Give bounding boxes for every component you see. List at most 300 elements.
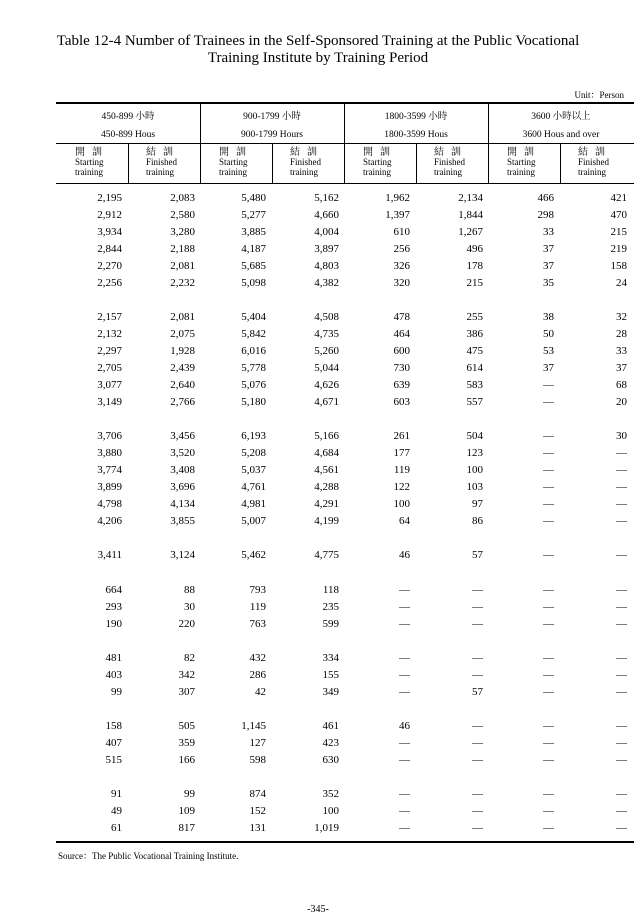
table-cell: 88 — [184, 584, 195, 596]
subheader-zh: 結訓 — [578, 147, 612, 158]
table-cell: — — [399, 584, 410, 596]
table-cell: 3,520 — [170, 447, 195, 459]
table-cell: 5,098 — [241, 277, 266, 289]
table-cell: 610 — [393, 226, 410, 238]
table-cell: 35 — [543, 277, 554, 289]
group-label-zh: 3600 小時以上 — [531, 112, 591, 122]
table-cell: 407 — [105, 737, 122, 749]
subheader-en-2: training — [507, 166, 535, 177]
table-cell: — — [616, 805, 627, 817]
table-cell: — — [399, 754, 410, 766]
title-line-1: Table 12-4 Number of Trainees in the Self-Sponsored Training at the Public Vocational — [56, 33, 580, 49]
table-cell: 2,081 — [170, 311, 195, 323]
table-cell: — — [399, 601, 410, 613]
table-cell: 3,885 — [241, 226, 266, 238]
table-cell: 4,981 — [241, 498, 266, 510]
table-cell: — — [616, 447, 627, 459]
subheader-zh: 開訓 — [219, 147, 253, 158]
table-cell: 2,640 — [170, 379, 195, 391]
table-cell: 293 — [105, 601, 122, 613]
table-cell: — — [472, 652, 483, 664]
table-cell: 155 — [322, 669, 339, 681]
table-cell: 4,134 — [170, 498, 195, 510]
table-cell: 97 — [472, 498, 483, 510]
table-cell: 423 — [322, 737, 339, 749]
table-cell: 3,408 — [170, 464, 195, 476]
subheader-finished — [434, 147, 468, 177]
table-cell: 82 — [184, 652, 195, 664]
table-cell: 4,206 — [97, 515, 122, 527]
table-cell: 38 — [543, 311, 554, 323]
table-cell: 100 — [466, 464, 483, 476]
table-cell: 2,157 — [97, 311, 122, 323]
table-cell: — — [543, 515, 554, 527]
table-cell: 475 — [466, 345, 483, 357]
subheader-en-2: training — [434, 166, 462, 177]
subheader-zh: 開訓 — [75, 147, 109, 158]
table-cell: 215 — [610, 226, 627, 238]
table-cell: 91 — [111, 788, 122, 800]
table-cell: 131 — [249, 822, 266, 834]
table-cell: — — [543, 549, 554, 561]
title-line-2: Training Institute by Training Period — [207, 50, 429, 66]
table-cell: 461 — [322, 720, 339, 732]
table-cell: 4,199 — [314, 515, 339, 527]
table-cell: 496 — [466, 243, 483, 255]
table-cell: 3,280 — [170, 226, 195, 238]
table-cell: 57 — [472, 549, 483, 561]
table-cell: 5,044 — [314, 362, 339, 374]
table-cell: 215 — [466, 277, 483, 289]
table-cell: 64 — [399, 515, 410, 527]
group-label-en: 1800-3599 Hous — [384, 130, 448, 140]
top-rule — [56, 102, 634, 104]
subheader-starting — [75, 147, 109, 177]
table-cell: 342 — [178, 669, 195, 681]
table-cell: 5,778 — [241, 362, 266, 374]
table-cell: — — [616, 686, 627, 698]
group-label-en: 3600 Hous and over — [522, 130, 600, 140]
subheader-en-2: training — [578, 166, 606, 177]
table-cell: 515 — [105, 754, 122, 766]
table-cell: — — [472, 669, 483, 681]
table-cell: 37 — [543, 362, 554, 374]
bottom-rule — [56, 841, 634, 843]
table-cell: 298 — [537, 209, 554, 221]
table-cell: 5,166 — [314, 430, 339, 442]
table-cell: 505 — [178, 720, 195, 732]
table-cell: 178 — [466, 260, 483, 272]
subheader-zh: 結訓 — [434, 147, 468, 158]
table-cell: 57 — [472, 686, 483, 698]
table-cell: — — [399, 788, 410, 800]
table-cell: — — [399, 652, 410, 664]
table-cell: — — [543, 822, 554, 834]
table-cell: 4,803 — [314, 260, 339, 272]
table-cell: — — [472, 805, 483, 817]
table-cell: 50 — [543, 328, 554, 340]
table-cell: 307 — [178, 686, 195, 698]
group-label-en: 450-899 Hous — [100, 130, 156, 140]
subheader-starting — [219, 147, 253, 177]
table-cell: 599 — [322, 618, 339, 630]
table-cell: 123 — [466, 447, 483, 459]
table-cell: 46 — [399, 549, 410, 561]
table-cell: 5,076 — [241, 379, 266, 391]
table-cell: — — [616, 754, 627, 766]
table-cell: 3,934 — [97, 226, 122, 238]
subheader-en-1: Starting — [363, 157, 392, 167]
subheader-en-1: Finished — [434, 157, 466, 167]
group-label-zh: 450-899 小時 — [101, 112, 155, 122]
unit-label: Unit：Person — [574, 90, 624, 100]
table-cell: 99 — [184, 788, 195, 800]
table-cell: — — [616, 788, 627, 800]
table-cell: — — [543, 396, 554, 408]
table-cell: 103 — [466, 481, 483, 493]
table-cell: 3,124 — [170, 549, 195, 561]
table-cell: 86 — [472, 515, 483, 527]
table-cell: 614 — [466, 362, 483, 374]
table-cell: 4,735 — [314, 328, 339, 340]
table-cell: 557 — [466, 396, 483, 408]
table-cell: 5,208 — [241, 447, 266, 459]
table-cell: — — [543, 601, 554, 613]
table-cell: — — [472, 601, 483, 613]
table-cell: 793 — [249, 584, 266, 596]
table-cell: 2,844 — [97, 243, 122, 255]
table-cell: — — [543, 618, 554, 630]
table-cell: — — [543, 754, 554, 766]
table-cell: 5,180 — [241, 396, 266, 408]
table-cell: — — [616, 669, 627, 681]
table-cell: 817 — [178, 822, 195, 834]
table-cell: — — [616, 822, 627, 834]
table-cell: 3,077 — [97, 379, 122, 391]
subheader-en-1: Finished — [290, 157, 322, 167]
table-cell: 24 — [616, 277, 627, 289]
table-cell: 3,706 — [97, 430, 122, 442]
table-cell: 1,397 — [385, 209, 410, 221]
table-cell: — — [616, 584, 627, 596]
table-cell: 4,291 — [314, 498, 339, 510]
table-cell: — — [616, 515, 627, 527]
table-cell: 2,188 — [170, 243, 195, 255]
table-cell: — — [616, 618, 627, 630]
table-cell: 4,671 — [314, 396, 339, 408]
table-cell: 109 — [178, 805, 195, 817]
table-cell: 3,149 — [97, 396, 122, 408]
table-cell: — — [543, 788, 554, 800]
table-cell: 583 — [466, 379, 483, 391]
table-cell: 119 — [249, 601, 266, 613]
table-cell: — — [616, 498, 627, 510]
table-cell: 3,855 — [170, 515, 195, 527]
table-cell: — — [543, 652, 554, 664]
table-cell: 598 — [249, 754, 266, 766]
table-cell: — — [543, 481, 554, 493]
table-cell: 2,195 — [97, 192, 122, 204]
table-cell: 2,256 — [97, 277, 122, 289]
table-cell: 100 — [393, 498, 410, 510]
table-cell: 6,193 — [241, 430, 266, 442]
table-cell: 33 — [616, 345, 627, 357]
table-cell: — — [472, 720, 483, 732]
table-cell: 37 — [543, 243, 554, 255]
table-cell: 349 — [322, 686, 339, 698]
table-cell: 2,232 — [170, 277, 195, 289]
table-cell: 359 — [178, 737, 195, 749]
table-cell: 100 — [322, 805, 339, 817]
subheader-starting — [507, 147, 541, 177]
table-cell: 286 — [249, 669, 266, 681]
sub-divider — [128, 144, 129, 184]
table-cell: — — [399, 686, 410, 698]
table-cell: — — [399, 618, 410, 630]
table-cell: 2,580 — [170, 209, 195, 221]
table-cell: — — [616, 464, 627, 476]
table-cell: 37 — [616, 362, 627, 374]
table-cell: — — [543, 805, 554, 817]
table-cell: 61 — [111, 822, 122, 834]
table-cell: 42 — [255, 686, 266, 698]
table-cell: 2,270 — [97, 260, 122, 272]
table-cell: 4,382 — [314, 277, 339, 289]
subheader-finished — [578, 147, 612, 177]
table-cell: 6,016 — [241, 345, 266, 357]
table-cell: 4,561 — [314, 464, 339, 476]
table-cell: 403 — [105, 669, 122, 681]
table-cell: 152 — [249, 805, 266, 817]
table-cell: 3,774 — [97, 464, 122, 476]
table-cell: 49 — [111, 805, 122, 817]
table-cell: 4,684 — [314, 447, 339, 459]
table-cell: 5,685 — [241, 260, 266, 272]
table-cell: — — [472, 584, 483, 596]
table-cell: — — [543, 498, 554, 510]
table-cell: — — [543, 686, 554, 698]
subheader-finished — [290, 147, 324, 177]
table-cell: 326 — [393, 260, 410, 272]
subheader-zh: 開訓 — [507, 147, 541, 158]
table-cell: 464 — [393, 328, 410, 340]
table-cell: — — [472, 754, 483, 766]
table-cell: 4,187 — [241, 243, 266, 255]
group-header-450-899 — [56, 111, 200, 141]
subheader-en-1: Starting — [75, 157, 104, 167]
table-cell: — — [472, 618, 483, 630]
subheader-en-2: training — [146, 166, 174, 177]
table-cell: 874 — [249, 788, 266, 800]
table-cell: 166 — [178, 754, 195, 766]
subheader-en-1: Finished — [146, 157, 178, 167]
group-label-zh: 900-1799 小時 — [243, 112, 301, 122]
table-cell: 53 — [543, 345, 554, 357]
table-cell: 2,083 — [170, 192, 195, 204]
table-cell: 664 — [105, 584, 122, 596]
table-cell: — — [472, 822, 483, 834]
table-cell: 730 — [393, 362, 410, 374]
table-cell: 4,288 — [314, 481, 339, 493]
subheader-starting — [363, 147, 397, 177]
table-cell: 127 — [249, 737, 266, 749]
table-cell: 4,508 — [314, 311, 339, 323]
subheader-en-2: training — [363, 166, 391, 177]
subheader-finished — [146, 147, 180, 177]
table-cell: 5,037 — [241, 464, 266, 476]
table-cell: — — [543, 430, 554, 442]
table-cell: 32 — [616, 311, 627, 323]
table-cell: 5,277 — [241, 209, 266, 221]
table-cell: — — [616, 652, 627, 664]
table-cell: 4,626 — [314, 379, 339, 391]
table-cell: 630 — [322, 754, 339, 766]
table-cell: 3,880 — [97, 447, 122, 459]
sub-divider — [560, 144, 561, 184]
table-cell: 603 — [393, 396, 410, 408]
table-cell: 5,462 — [241, 549, 266, 561]
table-cell: 177 — [393, 447, 410, 459]
table-cell: — — [399, 737, 410, 749]
table-cell: — — [616, 601, 627, 613]
table-cell: 46 — [399, 720, 410, 732]
table-cell: 219 — [610, 243, 627, 255]
table-title — [0, 33, 636, 67]
table-cell: 255 — [466, 311, 483, 323]
table-cell: 2,297 — [97, 345, 122, 357]
table-cell: 1,928 — [170, 345, 195, 357]
table-cell: 2,132 — [97, 328, 122, 340]
table-cell: 2,912 — [97, 209, 122, 221]
table-cell: 504 — [466, 430, 483, 442]
table-cell: 4,660 — [314, 209, 339, 221]
table-cell: 421 — [610, 192, 627, 204]
table-cell: 5,842 — [241, 328, 266, 340]
table-cell: 2,766 — [170, 396, 195, 408]
table-cell: 1,844 — [458, 209, 483, 221]
subheader-en-2: training — [219, 166, 247, 177]
table-cell: 68 — [616, 379, 627, 391]
table-cell: — — [399, 822, 410, 834]
table-cell: 1,019 — [314, 822, 339, 834]
table-cell: — — [399, 805, 410, 817]
subheader-zh: 結訓 — [290, 147, 324, 158]
table-cell: 2,134 — [458, 192, 483, 204]
table-cell: 4,761 — [241, 481, 266, 493]
table-cell: 220 — [178, 618, 195, 630]
table-cell: 118 — [322, 584, 339, 596]
subheader-en-2: training — [290, 166, 318, 177]
table-cell: 5,480 — [241, 192, 266, 204]
table-cell: — — [543, 379, 554, 391]
table-cell: 2,705 — [97, 362, 122, 374]
table-cell: 235 — [322, 601, 339, 613]
sub-divider — [416, 144, 417, 184]
group-header-3600-over — [488, 111, 634, 141]
table-cell: 3,897 — [314, 243, 339, 255]
table-cell: 1,267 — [458, 226, 483, 238]
table-cell: 470 — [610, 209, 627, 221]
table-cell: 763 — [249, 618, 266, 630]
table-cell: 1,145 — [241, 720, 266, 732]
group-header-1800-3599 — [344, 111, 488, 141]
table-cell: 5,162 — [314, 192, 339, 204]
table-cell: 4,004 — [314, 226, 339, 238]
table-cell: 481 — [105, 652, 122, 664]
table-cell: — — [543, 737, 554, 749]
table-cell: 466 — [537, 192, 554, 204]
table-cell: — — [616, 481, 627, 493]
table-cell: 190 — [105, 618, 122, 630]
table-cell: 3,456 — [170, 430, 195, 442]
table-cell: 3,899 — [97, 481, 122, 493]
table-cell: 639 — [393, 379, 410, 391]
subheader-en-2: training — [75, 166, 103, 177]
table-cell: 20 — [616, 396, 627, 408]
sub-header-rule — [56, 183, 634, 184]
table-cell: — — [616, 720, 627, 732]
table-cell: 320 — [393, 277, 410, 289]
table-cell: 122 — [393, 481, 410, 493]
table-cell: 5,007 — [241, 515, 266, 527]
group-header-rule — [56, 143, 634, 144]
subheader-en-1: Starting — [507, 157, 536, 167]
table-cell: 334 — [322, 652, 339, 664]
table-cell: 5,260 — [314, 345, 339, 357]
table-cell: 386 — [466, 328, 483, 340]
table-cell: 3,411 — [97, 549, 122, 561]
table-cell: — — [543, 584, 554, 596]
table-cell: 37 — [543, 260, 554, 272]
table-cell: 2,075 — [170, 328, 195, 340]
subheader-en-1: Starting — [219, 157, 248, 167]
table-cell: 2,439 — [170, 362, 195, 374]
table-cell: 261 — [393, 430, 410, 442]
subheader-zh: 結訓 — [146, 147, 180, 158]
table-cell: 2,081 — [170, 260, 195, 272]
table-cell: 119 — [393, 464, 410, 476]
table-cell: 352 — [322, 788, 339, 800]
table-cell: 28 — [616, 328, 627, 340]
table-cell: — — [616, 549, 627, 561]
table-cell: 432 — [249, 652, 266, 664]
table-cell: — — [543, 669, 554, 681]
table-cell: — — [543, 447, 554, 459]
table-cell: 3,696 — [170, 481, 195, 493]
table-cell: — — [399, 669, 410, 681]
subheader-zh: 開訓 — [363, 147, 397, 158]
table-cell: — — [543, 720, 554, 732]
group-label-zh: 1800-3599 小時 — [384, 112, 448, 122]
table-cell: 600 — [393, 345, 410, 357]
table-cell: — — [472, 737, 483, 749]
table-cell: 1,962 — [385, 192, 410, 204]
table-cell: 4,775 — [314, 549, 339, 561]
subheader-en-1: Finished — [578, 157, 610, 167]
table-cell: 5,404 — [241, 311, 266, 323]
table-cell: — — [543, 464, 554, 476]
group-label-en: 900-1799 Hours — [240, 130, 303, 140]
group-header-900-1799 — [200, 111, 344, 141]
source-note: Source：The Public Vocational Training Institute. — [58, 851, 239, 861]
table-cell: 158 — [610, 260, 627, 272]
table-cell: 478 — [393, 311, 410, 323]
table-cell: 256 — [393, 243, 410, 255]
table-cell: 4,798 — [97, 498, 122, 510]
page-number: -345- — [307, 904, 329, 915]
table-cell: — — [472, 788, 483, 800]
table-cell: 158 — [105, 720, 122, 732]
